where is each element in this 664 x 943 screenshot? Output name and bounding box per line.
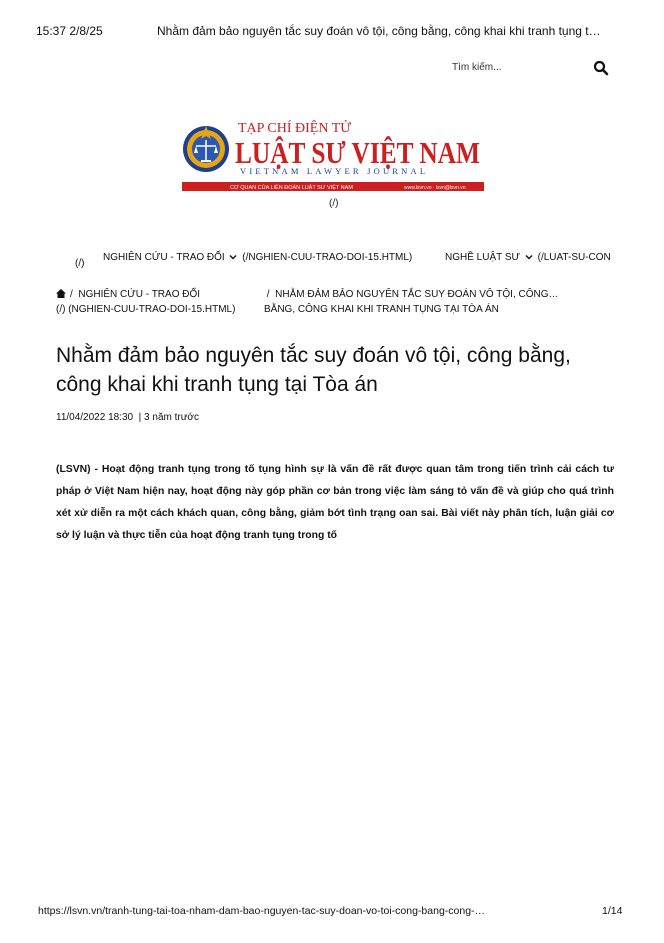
main-nav [0, 250, 620, 272]
breadcrumb-sep: / [266, 289, 270, 300]
nav-item-href: (/LUAT-SU-CON [537, 252, 611, 263]
scales-emblem-icon [183, 126, 229, 172]
article-lead-prefix: (LSVN) - [56, 464, 102, 475]
search-box[interactable] [440, 58, 615, 80]
article-relative-time: | 3 năm trước [138, 412, 199, 423]
print-doc-title: Nhằm đảm bảo nguyên tắc suy đoán vô tội, công bằng, công khai khi tranh tụng t… [157, 24, 601, 38]
print-footer [0, 905, 664, 923]
nav-home-link[interactable]: (/) [75, 258, 85, 269]
chevron-down-icon [525, 253, 533, 261]
chevron-down-icon [229, 253, 237, 261]
logo-band-right: www.lsvn.vn · lsvn@lsvn.vn [404, 185, 466, 191]
logo-top-text: TẠP CHÍ ĐIỆN TỬ [238, 121, 352, 136]
breadcrumb-current [264, 287, 614, 317]
logo-band-text: CƠ QUAN CỦA LIÊN ĐOÀN LUẬT SƯ VIỆT NAM [230, 185, 353, 191]
site-logo[interactable] [182, 116, 484, 198]
breadcrumb-sep: / [70, 289, 73, 300]
breadcrumb-current-line2: BẰNG, CÔNG KHAI KHI TRANH TỤNG TẠI TÒA ÁN [264, 304, 499, 315]
breadcrumb-item-label[interactable]: NGHIÊN CỨU - TRAO ĐỔI [78, 289, 201, 300]
search-input[interactable]: Tìm kiếm... [452, 62, 502, 73]
logo-sub-text: VIETNAM LAWYER JOURNAL [240, 166, 429, 176]
print-page-number: 1/14 [602, 905, 623, 917]
breadcrumb-section[interactable] [56, 287, 266, 317]
print-url: https://lsvn.vn/tranh-tung-tai-toa-nham-dam-bao-nguyen-tac-suy-doan-vo-toi-cong-bang-cong-… [38, 905, 486, 917]
home-icon[interactable] [56, 289, 66, 298]
nav-item-nghien-cuu[interactable] [103, 252, 412, 263]
nav-item-href: (/NGHIEN-CUU-TRAO-DOI-15.HTML) [242, 252, 413, 263]
breadcrumb-current-line1: NHẰM ĐẢM BẢO NGUYÊN TẮC SUY ĐOÁN VÔ TỘI, CÔNG… [275, 289, 559, 300]
print-datetime: 15:37 2/8/25 [36, 24, 103, 38]
nav-item-label: NGHỀ LUẬT SƯ [445, 252, 521, 263]
print-header [0, 24, 664, 44]
logo-main-text: LUẬT SƯ VIỆT NAM [235, 135, 480, 170]
article-lead-text: Hoạt động tranh tụng trong tố tụng hình sự là vấn đề rất được quan tâm trong tiến trình cải cách tư pháp ở Việt Nam hiện nay, hoạt động này góp phần cơ bản trong việc làm sáng tỏ vấn đề và giúp cho quá trình xét xử diễn ra một cách khách quan, công bằng, giảm bớt tình trạng oan sai. Bài viết này phân tích, luận giải cơ sở lý luận và thực tiễn của hoạt động tranh tụng trong tố [56, 464, 614, 541]
search-icon[interactable] [593, 60, 609, 76]
article-lead [56, 459, 614, 547]
breadcrumb-item-href[interactable]: (/) (NGHIEN-CUU-TRAO-DOI-15.HTML) [56, 304, 236, 315]
nav-item-label: NGHIÊN CỨU - TRAO ĐỔI [103, 252, 225, 263]
logo-link[interactable]: (/) [329, 198, 339, 209]
nav-item-nghe-luat-su[interactable] [445, 252, 611, 263]
article-title: Nhằm đảm bảo nguyên tắc suy đoán vô tội, công bằng, công khai khi tranh tụng tại Tòa án [56, 344, 571, 396]
article-date: 11/04/2022 18:30 [56, 412, 134, 423]
article-meta [56, 412, 199, 423]
